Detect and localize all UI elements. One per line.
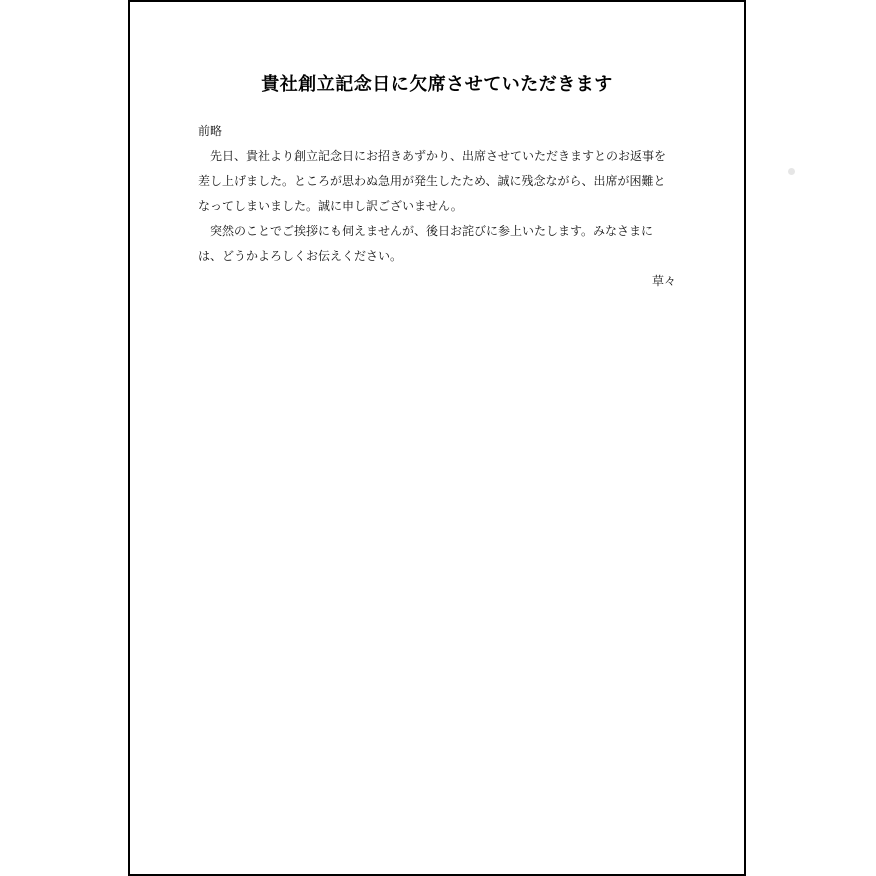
letter-title: 貴社創立記念日に欠席させていただきます <box>261 74 613 95</box>
closing-salutation: 草々 <box>651 274 676 288</box>
body-paragraph: 先日、貴社より創立記念日にお招きあずかり、出席させていただきますとのお返事を差し上げました。ところが思わぬ急用が発生したため、誠に残念ながら、出席が困難となってしまいました。誠に申し訳ございません。 <box>198 149 667 213</box>
opening-salutation: 前略 <box>198 124 223 138</box>
letter-body <box>198 119 676 294</box>
background-speck <box>788 168 795 175</box>
body-paragraph: 突然のことでご挨拶にも伺えませんが、後日お詫びに参上いたします。みなさまには、どうかよろしくお伝えください。 <box>198 224 654 263</box>
letter-page <box>128 0 746 876</box>
